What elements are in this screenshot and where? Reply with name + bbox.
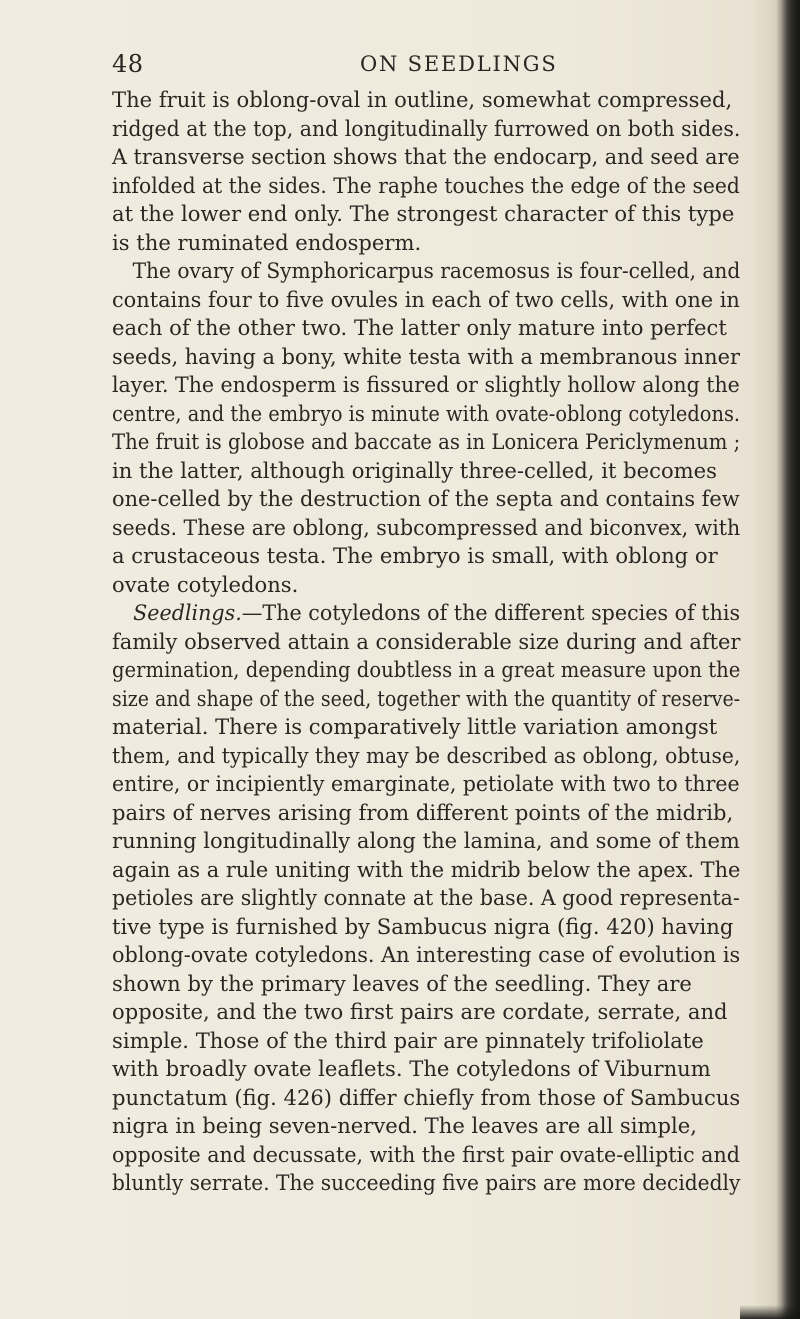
text-line: tive type is furnished by Sambucus nigra (fig. 420) having xyxy=(112,914,734,940)
text-line: them, and typically they may be described as oblong, obtuse, xyxy=(112,743,741,769)
page-corner-shadow xyxy=(740,1305,800,1319)
text-line: contains four to five ovules in each of two cells, with one in xyxy=(112,287,740,313)
text-line: layer. The endosperm is fissured or slightly hollow along the xyxy=(112,373,740,398)
text-line: family observed attain a considerable size during and after xyxy=(112,629,741,655)
text-line: entire, or incipiently emarginate, petiolate with two to three xyxy=(112,772,740,797)
text-line: seeds, having a bony, white testa with a membranous inner xyxy=(112,344,740,370)
seedlings-heading: Seedlings. xyxy=(133,601,242,626)
text-line: The fruit is oblong-oval in outline, somewhat compressed, xyxy=(112,88,733,113)
text-line: in the latter, although originally three-celled, it becomes xyxy=(112,458,717,484)
text-line: at the lower end only. The strongest character of this type xyxy=(112,202,735,227)
text-line: pairs of nerves arising from different points of the midrib, xyxy=(112,800,734,826)
text-line: material. There is comparatively little variation amongst xyxy=(112,715,718,740)
text-line: a crustaceous testa. The embryo is small, with oblong or xyxy=(112,544,718,569)
text-line: A transverse section shows that the endocarp, and seed are xyxy=(112,145,740,170)
text-line: oblong-ovate cotyledons. An interesting case of evolution is xyxy=(112,943,741,968)
text-line: one-celled by the destruction of the septa and contains few xyxy=(112,487,740,512)
text-line: The fruit is globose and baccate as in Lonicera Periclymenum ; xyxy=(112,430,741,455)
body-text xyxy=(112,87,752,1199)
text-line: infolded at the sides. The raphe touches the edge of the seed xyxy=(112,173,740,199)
page-header xyxy=(112,50,740,80)
text-line: size and shape of the seed, together with the quantity of reserve- xyxy=(112,686,741,712)
page-edge-shadow xyxy=(782,0,800,1319)
text-line: petioles are slightly connate at the base. A good representa- xyxy=(112,886,740,911)
text-line: simple. Those of the third pair are pinnately trifoliolate xyxy=(112,1028,704,1054)
text-line: punctatum (fig. 426) differ chiefly from those of Sambucus xyxy=(112,1085,741,1111)
text-line: opposite, and the two first pairs are cordate, serrate, and xyxy=(112,1000,728,1025)
text-line: is the ruminated endosperm. xyxy=(112,230,422,256)
text-line: nigra in being seven-nerved. The leaves are all simple, xyxy=(112,1114,697,1139)
text-line: again as a rule uniting with the midrib below the apex. The xyxy=(112,857,741,883)
page-number: 48 xyxy=(112,50,144,78)
text-line: The ovary of Symphoricarpus racemosus is four-celled, and xyxy=(132,259,741,284)
seedlings-paragraph-start xyxy=(112,600,741,629)
text-line: opposite and decussate, with the first pair ovate-elliptic and xyxy=(112,1142,740,1168)
text-line: shown by the primary leaves of the seedling. They are xyxy=(112,971,692,997)
text-line: running longitudinally along the lamina, and some of them xyxy=(112,829,740,854)
text-line: centre, and the embryo is minute with ovate-oblong cotyledons. xyxy=(112,401,741,427)
text-line: ridged at the top, and longitudinally furrowed on both sides. xyxy=(112,116,741,142)
text-line: with broadly ovate leaflets. The cotyledons of Viburnum xyxy=(112,1057,711,1082)
running-head: ON SEEDLINGS xyxy=(360,52,558,76)
text-line: ovate cotyledons. xyxy=(112,572,299,598)
text-line: seeds. These are oblong, subcompressed and biconvex, with xyxy=(112,515,741,541)
text-line: germination, depending doubtless in a great measure upon the xyxy=(112,658,741,683)
text-line: —The cotyledons of the different species of this xyxy=(241,601,741,626)
text-line: each of the other two. The latter only mature into perfect xyxy=(112,316,727,341)
text-line: bluntly serrate. The succeeding five pairs are more decidedly xyxy=(112,1171,741,1196)
